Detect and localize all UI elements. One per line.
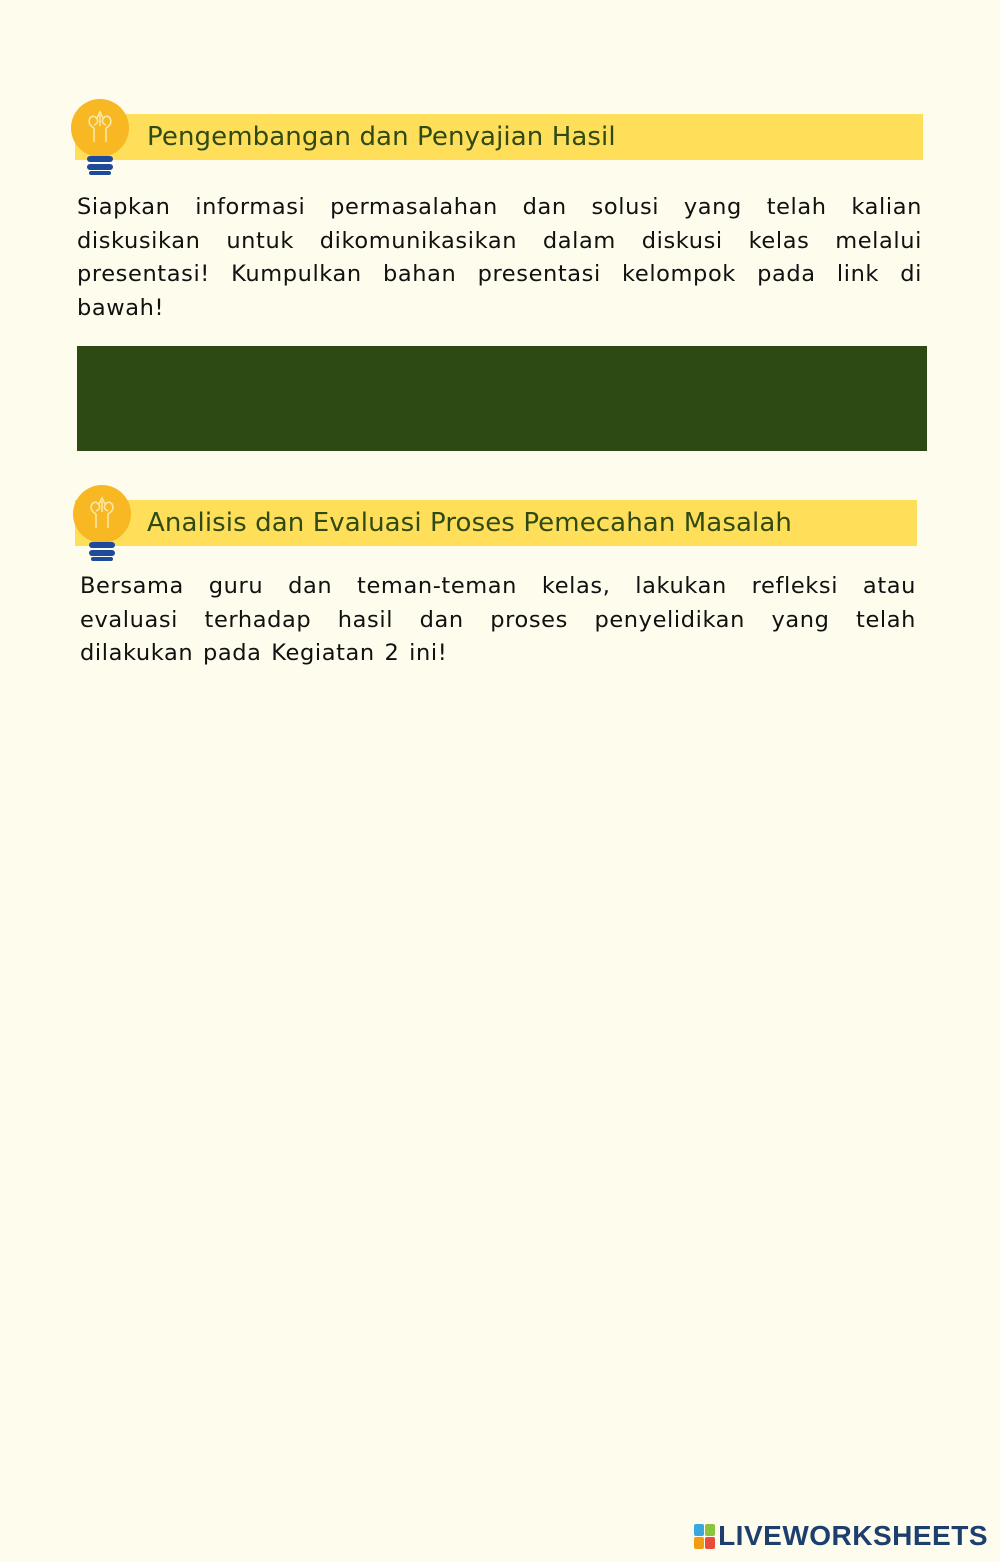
section-2-banner: [75, 500, 917, 546]
section-2-title: Analisis dan Evaluasi Proses Pemecahan Masalah: [147, 508, 792, 538]
liveworksheets-logo-icon: [694, 1524, 715, 1549]
lightbulb-icon: [70, 98, 130, 178]
section-1-body: Siapkan informasi permasalahan dan solusi yang telah kalian diskusikan untuk dikomunikasikan dalam diskusi kelas melalui presentasi! Kumpulkan bahan presentasi kelompok pada link di bawah!: [77, 194, 922, 321]
answer-link-box[interactable]: [77, 346, 927, 451]
liveworksheets-logo[interactable]: [694, 1520, 988, 1552]
section-1-banner: [75, 114, 923, 160]
section-2-body: Bersama guru dan teman-teman kelas, lakukan refleksi atau evaluasi terhadap hasil dan proses penyelidikan yang telah dilakukan pada Kegiatan 2 ini!: [80, 573, 916, 666]
liveworksheets-brand-text: LIVEWORKSHEETS: [718, 1520, 988, 1551]
lightbulb-icon: [72, 484, 132, 564]
section-1-title: Pengembangan dan Penyajian Hasil: [147, 122, 616, 152]
